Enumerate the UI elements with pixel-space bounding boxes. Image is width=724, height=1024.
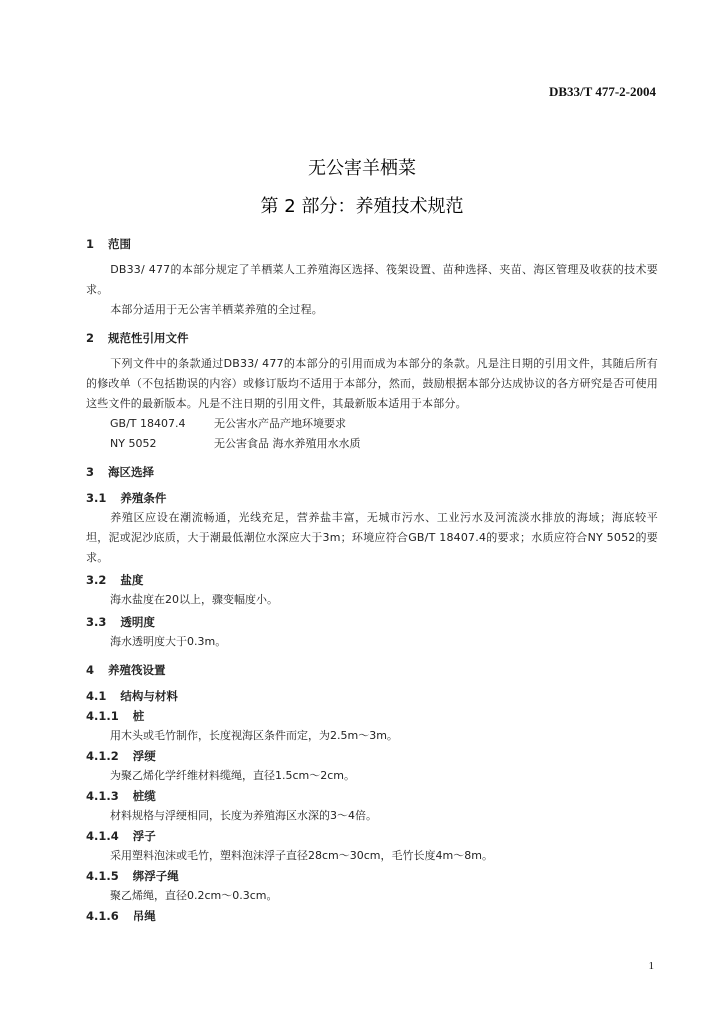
clause-text: 为聚乙烯化学纤维材料缆绳，直径1.5cm～2cm。: [110, 769, 356, 782]
clause-title: 浮子: [132, 829, 156, 843]
clause-heading-4-1-1: [86, 706, 658, 726]
section-title: 范围: [108, 237, 132, 251]
section-heading-2: [86, 328, 658, 348]
clause-number: 4.1.1: [86, 709, 119, 723]
subsection-title: 盐度: [120, 573, 144, 587]
reference-item: [86, 414, 658, 434]
clause-text: 聚乙烯绳，直径0.2cm～0.3cm。: [110, 889, 278, 902]
clause-heading-4-1-6: [86, 906, 658, 926]
clause-heading-4-1-2: [86, 746, 658, 766]
subsection-text: 海水盐度在20以上，骤变幅度小。: [110, 593, 278, 606]
scope-paragraph: DB33/ 477的本部分规定了羊栖菜人工养殖海区选择、筏架设置、苗种选择、夹苗、海区管理及收获的技术要求。: [86, 263, 658, 296]
section-heading-3: [86, 462, 658, 482]
subsection-heading-3-1: [86, 488, 658, 508]
clause-title: 桩: [132, 709, 145, 723]
section-number: 4: [86, 663, 95, 677]
reference-name: 无公害食品 海水养殖用水水质: [214, 437, 361, 450]
section-heading-4: [86, 660, 658, 680]
section-number: 1: [86, 237, 95, 251]
subsection-number: 3.1: [86, 491, 107, 505]
clause-title: 吊绳: [132, 909, 156, 923]
clause-title: 绑浮子绳: [132, 869, 179, 883]
subsection-title: 透明度: [120, 615, 155, 629]
clause-heading-4-1-3: [86, 786, 658, 806]
clause-number: 4.1.3: [86, 789, 119, 803]
subsection-number: 3.2: [86, 573, 107, 587]
subsection-title: 结构与材料: [120, 689, 178, 703]
standard-code: DB33/T 477-2-2004: [548, 84, 656, 99]
clause-text: 用木头或毛竹制作，长度视海区条件而定，为2.5m～3m。: [110, 729, 398, 742]
subsection-heading-3-3: [86, 612, 658, 632]
scope-applicability: 本部分适用于无公害羊栖菜养殖的全过程。: [110, 303, 323, 316]
clause-heading-4-1-5: [86, 866, 658, 886]
reference-name: 无公害水产品产地环境要求: [214, 417, 346, 430]
subsection-number: 4.1: [86, 689, 107, 703]
subsection-heading-4-1: [86, 686, 658, 706]
document-body: [86, 234, 658, 926]
clause-text: 材料规格与浮绠相同，长度为养殖海区水深的3～4倍。: [110, 809, 377, 822]
section-number: 2: [86, 331, 95, 345]
section-title: 海区选择: [108, 465, 155, 479]
section-heading-1: [86, 234, 658, 254]
clause-title: 浮绠: [132, 749, 156, 763]
subsection-heading-3-2: [86, 570, 658, 590]
reference-code: GB/T 18407.4: [110, 417, 186, 430]
clause-number: 4.1.2: [86, 749, 119, 763]
clause-number: 4.1.6: [86, 909, 119, 923]
section-title: 养殖筏设置: [108, 663, 166, 677]
reference-code: NY 5052: [110, 437, 157, 450]
subsection-text: 海水透明度大于0.3m。: [110, 635, 227, 648]
subsection-text: 养殖区应设在潮流畅通，光线充足，营养盐丰富，无城市污水、工业污水及河流淡水排放的海域；海底较平坦，泥或泥沙底质，大于潮最低潮位水深应大于3m；环境应符合GB/T 18407.4的要求；水质应符合NY 5052的要求。: [86, 511, 658, 564]
subsection-title: 养殖条件: [120, 491, 167, 505]
clause-heading-4-1-4: [86, 826, 658, 846]
clause-number: 4.1.4: [86, 829, 119, 843]
clause-title: 桩缆: [132, 789, 156, 803]
normative-references-paragraph: 下列文件中的条款通过DB33/ 477的本部分的引用而成为本部分的条款。凡是注日期的引用文件，其随后所有的修改单（不包括勘误的内容）或修订版均不适用于本部分，然而，鼓励根据本部分达成协议的各方研究是否可使用这些文件的最新版本。凡是不注日期的引用文件，其最新版本适用于本部分。: [86, 357, 658, 410]
reference-item: [86, 434, 658, 454]
subsection-number: 3.3: [86, 615, 107, 629]
section-number: 3: [86, 465, 95, 479]
section-title: 规范性引用文件: [108, 331, 189, 345]
document-title: 无公害羊栖菜: [308, 158, 416, 179]
clause-text: 采用塑料泡沫或毛竹，塑料泡沫浮子直径28cm～30cm，毛竹长度4m～8m。: [110, 849, 493, 862]
clause-number: 4.1.5: [86, 869, 119, 883]
document-subtitle: 第 2 部分：养殖技术规范: [260, 196, 464, 217]
page-number: 1: [648, 960, 654, 972]
